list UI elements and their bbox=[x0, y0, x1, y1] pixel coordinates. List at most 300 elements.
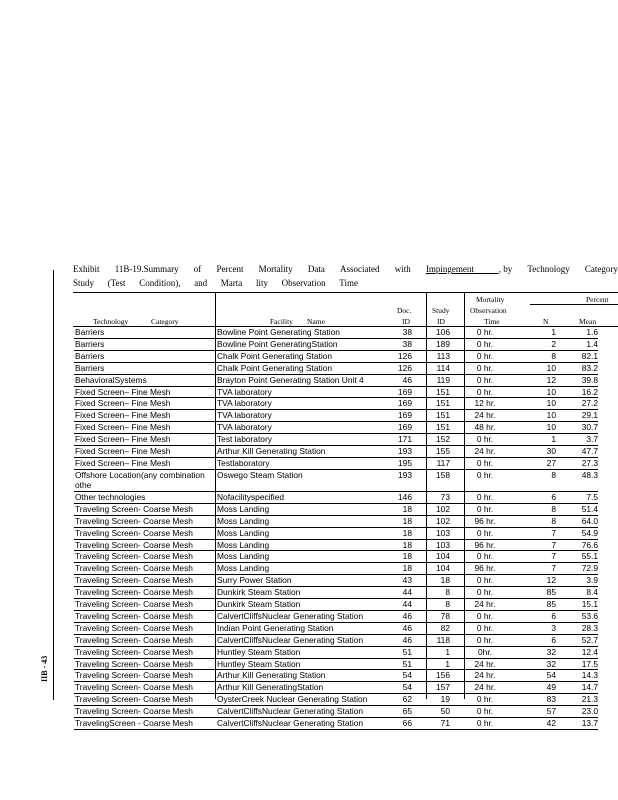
cell-technology: Fixed Screen– Fine Mesh bbox=[74, 457, 215, 469]
cell-technology: Barriers bbox=[74, 362, 215, 374]
cell-doc-id: 18 bbox=[390, 503, 418, 515]
cell-observation-time: 96 hr. bbox=[458, 539, 512, 551]
cell-observation-time: 12 hr. bbox=[458, 398, 512, 410]
cell-facility: OysterCreek Nuclear Generating Station bbox=[215, 694, 390, 706]
table-row bbox=[74, 434, 598, 446]
cell-doc-id: 193 bbox=[390, 446, 418, 458]
cell-mean: 12.4 bbox=[556, 646, 598, 658]
cell-doc-id: 44 bbox=[390, 587, 418, 599]
cell-observation-time: 96 hr. bbox=[458, 563, 512, 575]
cell-facility: TVA laboratory bbox=[215, 422, 390, 434]
table-body bbox=[74, 327, 598, 730]
cell-observation-time: 48 hr. bbox=[458, 422, 512, 434]
table-row bbox=[74, 539, 598, 551]
table-row bbox=[74, 694, 598, 706]
cell-doc-id: 195 bbox=[390, 457, 418, 469]
title-word: Mortality bbox=[258, 264, 293, 274]
cell-doc-id: 169 bbox=[390, 410, 418, 422]
cell-technology: Other technologies bbox=[74, 491, 215, 503]
cell-n: 7 bbox=[512, 563, 556, 575]
cell-technology: Fixed Screen– Fine Mesh bbox=[74, 398, 215, 410]
table-row bbox=[74, 386, 598, 398]
cell-mean: 28.3 bbox=[556, 622, 598, 634]
cell-technology: Traveling Screen- Coarse Mesh bbox=[74, 599, 215, 611]
cell-n: 7 bbox=[512, 527, 556, 539]
table-row bbox=[74, 610, 598, 622]
cell-doc-id: 169 bbox=[390, 398, 418, 410]
table-row bbox=[74, 575, 598, 587]
cell-technology: Fixed Screen– Fine Mesh bbox=[74, 386, 215, 398]
cell-doc-id: 18 bbox=[390, 527, 418, 539]
cell-mean: 13.7 bbox=[556, 718, 598, 730]
cell-study-id: 152 bbox=[418, 434, 458, 446]
cell-observation-time: 0 hr. bbox=[458, 634, 512, 646]
cell-doc-id: 46 bbox=[390, 610, 418, 622]
cell-technology: Traveling Screen- Coarse Mesh bbox=[74, 670, 215, 682]
table-row bbox=[74, 551, 598, 563]
cell-technology: Traveling Screen- Coarse Mesh bbox=[74, 694, 215, 706]
cell-doc-id: 65 bbox=[390, 706, 418, 718]
cell-study-id: 151 bbox=[418, 410, 458, 422]
cell-study-id: 104 bbox=[418, 551, 458, 563]
cell-mean: 54.9 bbox=[556, 527, 598, 539]
cell-facility: Brayton Point Generating Station Unit 4 bbox=[215, 374, 390, 386]
cell-mean: 51.4 bbox=[556, 503, 598, 515]
cell-doc-id: 51 bbox=[390, 646, 418, 658]
cell-observation-time: 0 hr. bbox=[458, 587, 512, 599]
cell-doc-id: 171 bbox=[390, 434, 418, 446]
cell-technology: Traveling Screen- Coarse Mesh bbox=[74, 646, 215, 658]
cell-technology: Fixed Screen– Fine Mesh bbox=[74, 434, 215, 446]
cell-technology: Traveling Screen- Coarse Mesh bbox=[74, 503, 215, 515]
cell-study-id: 50 bbox=[418, 706, 458, 718]
header-facility: Facility bbox=[270, 317, 293, 326]
cell-study-id: 114 bbox=[418, 362, 458, 374]
cell-study-id: 8 bbox=[418, 599, 458, 611]
cell-study-id: 103 bbox=[418, 527, 458, 539]
cell-study-id: 102 bbox=[418, 515, 458, 527]
cell-study-id: 155 bbox=[418, 446, 458, 458]
cell-observation-time: 24 hr. bbox=[458, 682, 512, 694]
cell-facility: TVA laboratory bbox=[215, 386, 390, 398]
cell-doc-id: 38 bbox=[390, 327, 418, 338]
title-word: Data bbox=[307, 264, 325, 274]
cell-observation-time: 0 hr. bbox=[458, 527, 512, 539]
cell-facility: CalvertCliffsNuclear Generating Station bbox=[215, 634, 390, 646]
cell-mean: 47.7 bbox=[556, 446, 598, 458]
cell-mean: 76.6 bbox=[556, 539, 598, 551]
header-percent: Percent bbox=[586, 295, 609, 304]
table-row bbox=[74, 327, 598, 338]
cell-observation-time: 0 hr. bbox=[458, 706, 512, 718]
title-word: Technology bbox=[527, 264, 570, 274]
cell-study-id: 78 bbox=[418, 610, 458, 622]
cell-study-id: 158 bbox=[418, 469, 458, 491]
table-row bbox=[74, 563, 598, 575]
header-technology: Technology bbox=[93, 317, 129, 326]
cell-mean: 30.7 bbox=[556, 422, 598, 434]
cell-mean: 27.2 bbox=[556, 398, 598, 410]
header-study: Study bbox=[432, 306, 450, 315]
cell-doc-id: 54 bbox=[390, 682, 418, 694]
cell-observation-time: 0 hr. bbox=[458, 575, 512, 587]
cell-technology: Traveling Screen- Coarse Mesh bbox=[74, 527, 215, 539]
title-line-2 bbox=[73, 276, 358, 290]
cell-n: 10 bbox=[512, 422, 556, 434]
cell-study-id: 151 bbox=[418, 386, 458, 398]
cell-observation-time: 0 hr. bbox=[458, 551, 512, 563]
cell-mean: 55.1 bbox=[556, 551, 598, 563]
cell-doc-id: 43 bbox=[390, 575, 418, 587]
cell-facility: Arthur Kill Generating Station bbox=[215, 446, 390, 458]
cell-facility: Indian Point Generating Station bbox=[215, 622, 390, 634]
cell-n: 85 bbox=[512, 587, 556, 599]
cell-n: 7 bbox=[512, 539, 556, 551]
table-row bbox=[74, 374, 598, 386]
cell-n: 10 bbox=[512, 362, 556, 374]
cell-facility: Oswego Steam Station bbox=[215, 469, 390, 491]
cell-technology: TravelingScreen - Coarse Mesh bbox=[74, 718, 215, 730]
cell-facility: Chalk Point Generating Station bbox=[215, 350, 390, 362]
cell-n: 2 bbox=[512, 338, 556, 350]
title-word: Associated bbox=[340, 264, 380, 274]
cell-n: 30 bbox=[512, 446, 556, 458]
title-word: Observation bbox=[281, 278, 326, 288]
cell-facility: Moss Landing bbox=[215, 563, 390, 575]
cell-facility: Bowline Point Generating Station bbox=[215, 327, 390, 338]
cell-facility: Moss Landing bbox=[215, 527, 390, 539]
cell-observation-time: 0 hr. bbox=[458, 338, 512, 350]
cell-mean: 39.8 bbox=[556, 374, 598, 386]
cell-n: 1 bbox=[512, 434, 556, 446]
table-row bbox=[74, 457, 598, 469]
cell-observation-time: 0 hr. bbox=[458, 469, 512, 491]
cell-study-id: 106 bbox=[418, 327, 458, 338]
table-row bbox=[74, 491, 598, 503]
table-row bbox=[74, 338, 598, 350]
cell-observation-time: 0 hr. bbox=[458, 374, 512, 386]
cell-observation-time: 0 hr. bbox=[458, 457, 512, 469]
cell-observation-time: 24 hr. bbox=[458, 599, 512, 611]
cell-doc-id: 18 bbox=[390, 563, 418, 575]
cell-n: 7 bbox=[512, 551, 556, 563]
cell-doc-id: 169 bbox=[390, 386, 418, 398]
title-line-1 bbox=[73, 262, 618, 276]
mortality-table bbox=[74, 327, 598, 730]
header-mortality: Mortality bbox=[476, 295, 505, 304]
header-name: Name bbox=[307, 317, 325, 326]
cell-technology: Traveling Screen- Coarse Mesh bbox=[74, 658, 215, 670]
cell-facility: TVA laboratory bbox=[215, 410, 390, 422]
cell-study-id: 157 bbox=[418, 682, 458, 694]
cell-mean: 82.1 bbox=[556, 350, 598, 362]
cell-technology: Traveling Screen- Coarse Mesh bbox=[74, 587, 215, 599]
cell-study-id: 1 bbox=[418, 658, 458, 670]
title-word: Study bbox=[73, 278, 95, 288]
cell-facility: Moss Landing bbox=[215, 551, 390, 563]
cell-study-id: 151 bbox=[418, 422, 458, 434]
cell-n: 1 bbox=[512, 327, 556, 338]
cell-study-id: 8 bbox=[418, 587, 458, 599]
table-row bbox=[74, 350, 598, 362]
cell-study-id: 19 bbox=[418, 694, 458, 706]
cell-mean: 83.2 bbox=[556, 362, 598, 374]
cell-doc-id: 44 bbox=[390, 599, 418, 611]
cell-mean: 16.2 bbox=[556, 386, 598, 398]
cell-observation-time: 0hr. bbox=[458, 646, 512, 658]
cell-technology: Traveling Screen- Coarse Mesh bbox=[74, 610, 215, 622]
cell-n: 32 bbox=[512, 658, 556, 670]
title-word: Category bbox=[584, 264, 618, 274]
cell-technology: Traveling Screen- Coarse Mesh bbox=[74, 551, 215, 563]
cell-mean: 52.7 bbox=[556, 634, 598, 646]
cell-n: 8 bbox=[512, 515, 556, 527]
cell-mean: 17.5 bbox=[556, 658, 598, 670]
cell-doc-id: 126 bbox=[390, 362, 418, 374]
title-word: and bbox=[194, 278, 208, 288]
title-word: Impingement bbox=[425, 264, 474, 274]
cell-technology: Traveling Screen- Coarse Mesh bbox=[74, 622, 215, 634]
cell-technology: Traveling Screen- Coarse Mesh bbox=[74, 575, 215, 587]
cell-doc-id: 46 bbox=[390, 374, 418, 386]
percent-underline bbox=[530, 304, 618, 305]
cell-study-id: 103 bbox=[418, 539, 458, 551]
title-word: Exhibit bbox=[73, 264, 100, 274]
title-word: 11B-19.Summary bbox=[114, 264, 179, 274]
table-row bbox=[74, 527, 598, 539]
header-study-id: ID bbox=[437, 317, 445, 326]
cell-n: 57 bbox=[512, 706, 556, 718]
table-row bbox=[74, 469, 598, 491]
cell-study-id: 119 bbox=[418, 374, 458, 386]
cell-n: 10 bbox=[512, 386, 556, 398]
cell-observation-time: 0 hr. bbox=[458, 622, 512, 634]
cell-observation-time: 24 hr. bbox=[458, 670, 512, 682]
cell-facility: Dunkirk Steam Station bbox=[215, 599, 390, 611]
title-word: (Test bbox=[107, 278, 126, 288]
table-row bbox=[74, 446, 598, 458]
table-row bbox=[74, 622, 598, 634]
cell-n: 54 bbox=[512, 670, 556, 682]
table-row bbox=[74, 422, 598, 434]
cell-n: 12 bbox=[512, 575, 556, 587]
cell-facility: Dunkirk Steam Station bbox=[215, 587, 390, 599]
cell-mean: 23.0 bbox=[556, 706, 598, 718]
cell-facility: Moss Landing bbox=[215, 515, 390, 527]
cell-study-id: 151 bbox=[418, 398, 458, 410]
cell-n: 27 bbox=[512, 457, 556, 469]
table-row bbox=[74, 398, 598, 410]
cell-doc-id: 169 bbox=[390, 422, 418, 434]
table-row bbox=[74, 599, 598, 611]
cell-observation-time: 96 hr. bbox=[458, 515, 512, 527]
cell-n: 6 bbox=[512, 634, 556, 646]
header-time: Time bbox=[484, 317, 500, 326]
title-word: lity bbox=[255, 278, 268, 288]
cell-study-id: 104 bbox=[418, 563, 458, 575]
header-category: Category bbox=[151, 317, 179, 326]
cell-study-id: 82 bbox=[418, 622, 458, 634]
table-row bbox=[74, 658, 598, 670]
cell-study-id: 118 bbox=[418, 634, 458, 646]
title-word: with bbox=[394, 264, 411, 274]
cell-observation-time: 0 hr. bbox=[458, 718, 512, 730]
cell-observation-time: 0 hr. bbox=[458, 610, 512, 622]
cell-observation-time: 24 hr. bbox=[458, 658, 512, 670]
cell-mean: 8.4 bbox=[556, 587, 598, 599]
table-row bbox=[74, 515, 598, 527]
cell-study-id: 113 bbox=[418, 350, 458, 362]
cell-doc-id: 66 bbox=[390, 718, 418, 730]
cell-mean: 14.7 bbox=[556, 682, 598, 694]
cell-mean: 3.9 bbox=[556, 575, 598, 587]
cell-facility: Test laboratory bbox=[215, 434, 390, 446]
title-word: of bbox=[193, 264, 202, 274]
cell-observation-time: 0 hr. bbox=[458, 327, 512, 338]
cell-n: 10 bbox=[512, 410, 556, 422]
cell-observation-time: 0 hr. bbox=[458, 386, 512, 398]
cell-study-id: 102 bbox=[418, 503, 458, 515]
cell-study-id: 73 bbox=[418, 491, 458, 503]
cell-mean: 48.3 bbox=[556, 469, 598, 491]
cell-technology: Traveling Screen- Coarse Mesh bbox=[74, 539, 215, 551]
cell-facility: Huntley Steam Station bbox=[215, 658, 390, 670]
cell-mean: 29.1 bbox=[556, 410, 598, 422]
cell-doc-id: 193 bbox=[390, 469, 418, 491]
header-mean: Mean bbox=[579, 317, 597, 326]
cell-mean: 27.3 bbox=[556, 457, 598, 469]
cell-technology: Traveling Screen- Coarse Mesh bbox=[74, 706, 215, 718]
cell-mean: 3.7 bbox=[556, 434, 598, 446]
cell-mean: 15.1 bbox=[556, 599, 598, 611]
cell-n: 8 bbox=[512, 503, 556, 515]
cell-technology: Traveling Screen- Coarse Mesh bbox=[74, 563, 215, 575]
table-row bbox=[74, 670, 598, 682]
header-doc: Doc. bbox=[397, 306, 412, 315]
cell-facility: CalvertCliffsNuclear Generating Station bbox=[215, 706, 390, 718]
cell-technology: Barriers bbox=[74, 327, 215, 338]
cell-study-id: 156 bbox=[418, 670, 458, 682]
cell-observation-time: 0 hr. bbox=[458, 434, 512, 446]
title-rule bbox=[73, 292, 618, 293]
cell-facility: Arthur Kill GeneratingStation bbox=[215, 682, 390, 694]
table-row bbox=[74, 682, 598, 694]
cell-facility: Nofacilityspecified bbox=[215, 491, 390, 503]
cell-technology: Fixed Screen– Fine Mesh bbox=[74, 446, 215, 458]
cell-facility: Testlaboratory bbox=[215, 457, 390, 469]
cell-study-id: 71 bbox=[418, 718, 458, 730]
cell-n: 3 bbox=[512, 622, 556, 634]
cell-mean: 7.5 bbox=[556, 491, 598, 503]
table-row bbox=[74, 718, 598, 730]
cell-n: 83 bbox=[512, 694, 556, 706]
cell-technology: Barriers bbox=[74, 338, 215, 350]
margin-rule bbox=[53, 270, 54, 700]
cell-doc-id: 18 bbox=[390, 515, 418, 527]
cell-n: 10 bbox=[512, 398, 556, 410]
cell-facility: CalvertCliffsNuclear Generating Station bbox=[215, 718, 390, 730]
cell-observation-time: 0 hr. bbox=[458, 503, 512, 515]
table-row bbox=[74, 634, 598, 646]
cell-study-id: 1 bbox=[418, 646, 458, 658]
cell-study-id: 117 bbox=[418, 457, 458, 469]
header-observation: Observation bbox=[470, 306, 507, 315]
exhibit-title bbox=[73, 262, 618, 292]
cell-facility: Moss Landing bbox=[215, 503, 390, 515]
cell-facility: Huntley Steam Station bbox=[215, 646, 390, 658]
cell-facility: CalvertCliffsNuclear Generating Station bbox=[215, 610, 390, 622]
cell-observation-time: 0 hr. bbox=[458, 362, 512, 374]
cell-doc-id: 18 bbox=[390, 539, 418, 551]
cell-mean: 1.4 bbox=[556, 338, 598, 350]
cell-facility: Bowline Point GeneratingStation bbox=[215, 338, 390, 350]
cell-n: 6 bbox=[512, 491, 556, 503]
cell-doc-id: 18 bbox=[390, 551, 418, 563]
cell-n: 8 bbox=[512, 469, 556, 491]
cell-observation-time: 0 hr. bbox=[458, 350, 512, 362]
cell-observation-time: 0 hr. bbox=[458, 491, 512, 503]
cell-observation-time: 24 hr. bbox=[458, 410, 512, 422]
cell-facility: Surry Power Station bbox=[215, 575, 390, 587]
title-word: Condition), bbox=[139, 278, 181, 288]
table-row bbox=[74, 410, 598, 422]
cell-technology: Offshore Location(any combination othe bbox=[74, 469, 215, 491]
title-word: Percent bbox=[216, 264, 244, 274]
cell-doc-id: 146 bbox=[390, 491, 418, 503]
cell-technology: BehavioralSystems bbox=[74, 374, 215, 386]
cell-technology: Traveling Screen- Coarse Mesh bbox=[74, 515, 215, 527]
cell-n: 49 bbox=[512, 682, 556, 694]
cell-n: 85 bbox=[512, 599, 556, 611]
cell-mean: 64.0 bbox=[556, 515, 598, 527]
page-label: IIB - 43 bbox=[40, 655, 49, 682]
cell-facility: Arthur Kill Generating Station bbox=[215, 670, 390, 682]
cell-facility: TVA laboratory bbox=[215, 398, 390, 410]
cell-doc-id: 46 bbox=[390, 622, 418, 634]
cell-n: 12 bbox=[512, 374, 556, 386]
cell-facility: Chalk Point Generating Station bbox=[215, 362, 390, 374]
title-word: Marta bbox=[220, 278, 243, 288]
table-row bbox=[74, 503, 598, 515]
cell-observation-time: 0 hr. bbox=[458, 694, 512, 706]
table-row bbox=[74, 362, 598, 374]
cell-doc-id: 62 bbox=[390, 694, 418, 706]
cell-doc-id: 46 bbox=[390, 634, 418, 646]
header-doc-id: ID bbox=[402, 317, 410, 326]
cell-mean: 1.6 bbox=[556, 327, 598, 338]
cell-mean: 14.3 bbox=[556, 670, 598, 682]
cell-doc-id: 126 bbox=[390, 350, 418, 362]
cell-doc-id: 54 bbox=[390, 670, 418, 682]
cell-n: 8 bbox=[512, 350, 556, 362]
cell-technology: Barriers bbox=[74, 350, 215, 362]
cell-doc-id: 38 bbox=[390, 338, 418, 350]
cell-observation-time: 24 hr. bbox=[458, 446, 512, 458]
cell-mean: 53.6 bbox=[556, 610, 598, 622]
cell-technology: Fixed Screen– Fine Mesh bbox=[74, 410, 215, 422]
cell-mean: 72.9 bbox=[556, 563, 598, 575]
cell-n: 6 bbox=[512, 610, 556, 622]
cell-technology: Fixed Screen– Fine Mesh bbox=[74, 422, 215, 434]
cell-technology: Traveling Screen- Coarse Mesh bbox=[74, 682, 215, 694]
cell-n: 42 bbox=[512, 718, 556, 730]
title-word: , by bbox=[498, 264, 513, 274]
title-word: Time bbox=[339, 278, 358, 288]
table-row bbox=[74, 706, 598, 718]
cell-mean: 21.3 bbox=[556, 694, 598, 706]
cell-facility: Moss Landing bbox=[215, 539, 390, 551]
header-n: N bbox=[543, 317, 549, 326]
